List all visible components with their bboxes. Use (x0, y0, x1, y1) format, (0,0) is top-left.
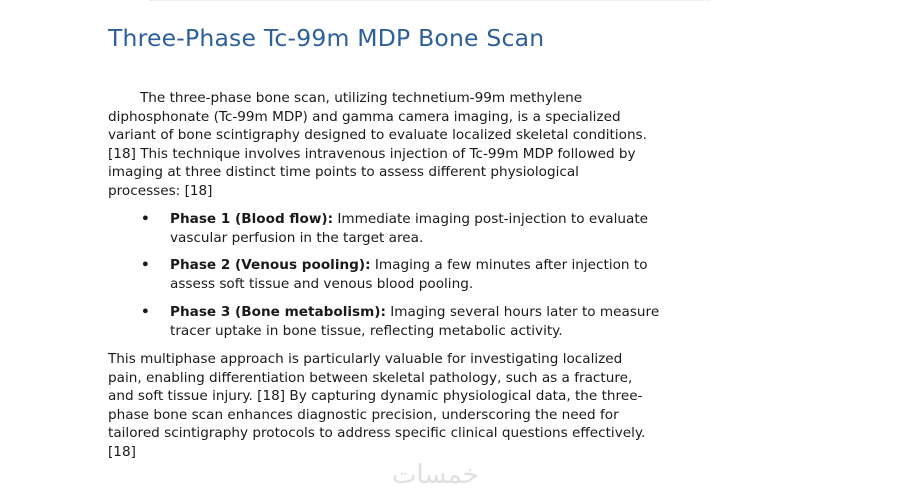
phase-list (108, 210, 828, 349)
phase-label: Phase 3 (Bone metabolism): (170, 303, 386, 320)
conclusion-line: phase bone scan enhances diagnostic precision, underscoring the need for (108, 406, 619, 423)
phase-description: Imaging several hours later to measure (385, 303, 660, 320)
phase-description-cont: assess soft tissue and venous blood pooling. (170, 276, 474, 293)
phase-description-cont: tracer uptake in bone tissue, reflecting metabolic activity. (170, 322, 563, 339)
cropped-previous-line (150, 0, 710, 1)
phase-description: Imaging a few minutes after injection to (370, 257, 648, 274)
conclusion-line: pain, enabling differentiation between skeletal pathology, such as a fracture, (108, 369, 633, 386)
phase-description: Immediate imaging post-injection to evaluate (333, 211, 649, 227)
phase-label: Phase 1 (Blood flow): (170, 211, 334, 227)
watermark-logo: خمسات (392, 460, 479, 490)
intro-line: processes: [18] (108, 182, 213, 199)
phase-line (170, 303, 828, 322)
bullet-marker: • (141, 211, 150, 227)
conclusion-line: tailored scintigraphy protocols to address specific clinical questions effectively. (108, 425, 646, 442)
bullet-marker: • (141, 303, 150, 320)
phase-list-item (108, 303, 828, 340)
conclusion-line: This multiphase approach is particularly valuable for investigating localized (108, 351, 623, 367)
intro-line: [18] This technique involves intravenous injection of Tc-99m MDP followed by (108, 145, 636, 162)
phase-list-item (108, 256, 828, 293)
intro-line: The three-phase bone scan, utilizing technetium-99m methylene (140, 90, 583, 106)
intro-paragraph (108, 89, 828, 201)
intro-line: variant of bone scintigraphy designed to evaluate localized skeletal conditions. (108, 127, 647, 144)
phase-description-cont: vascular perfusion in the target area. (170, 229, 424, 246)
bullet-marker: • (141, 257, 150, 274)
phase-list-item (108, 210, 828, 247)
conclusion-paragraph (108, 350, 828, 462)
intro-line: imaging at three distinct time points to assess different physiological (108, 164, 579, 181)
conclusion-line: [18] (108, 443, 136, 460)
conclusion-line: and soft tissue injury. [18] By capturing dynamic physiological data, the three- (108, 388, 643, 405)
phase-label: Phase 2 (Venous pooling): (170, 257, 371, 274)
page-title: Three-Phase Tc-99m MDP Bone Scan (108, 24, 545, 52)
phase-line (170, 210, 828, 229)
intro-line: diphosphonate (Tc-99m MDP) and gamma camera imaging, is a specialized (108, 108, 621, 125)
phase-line (170, 256, 828, 275)
